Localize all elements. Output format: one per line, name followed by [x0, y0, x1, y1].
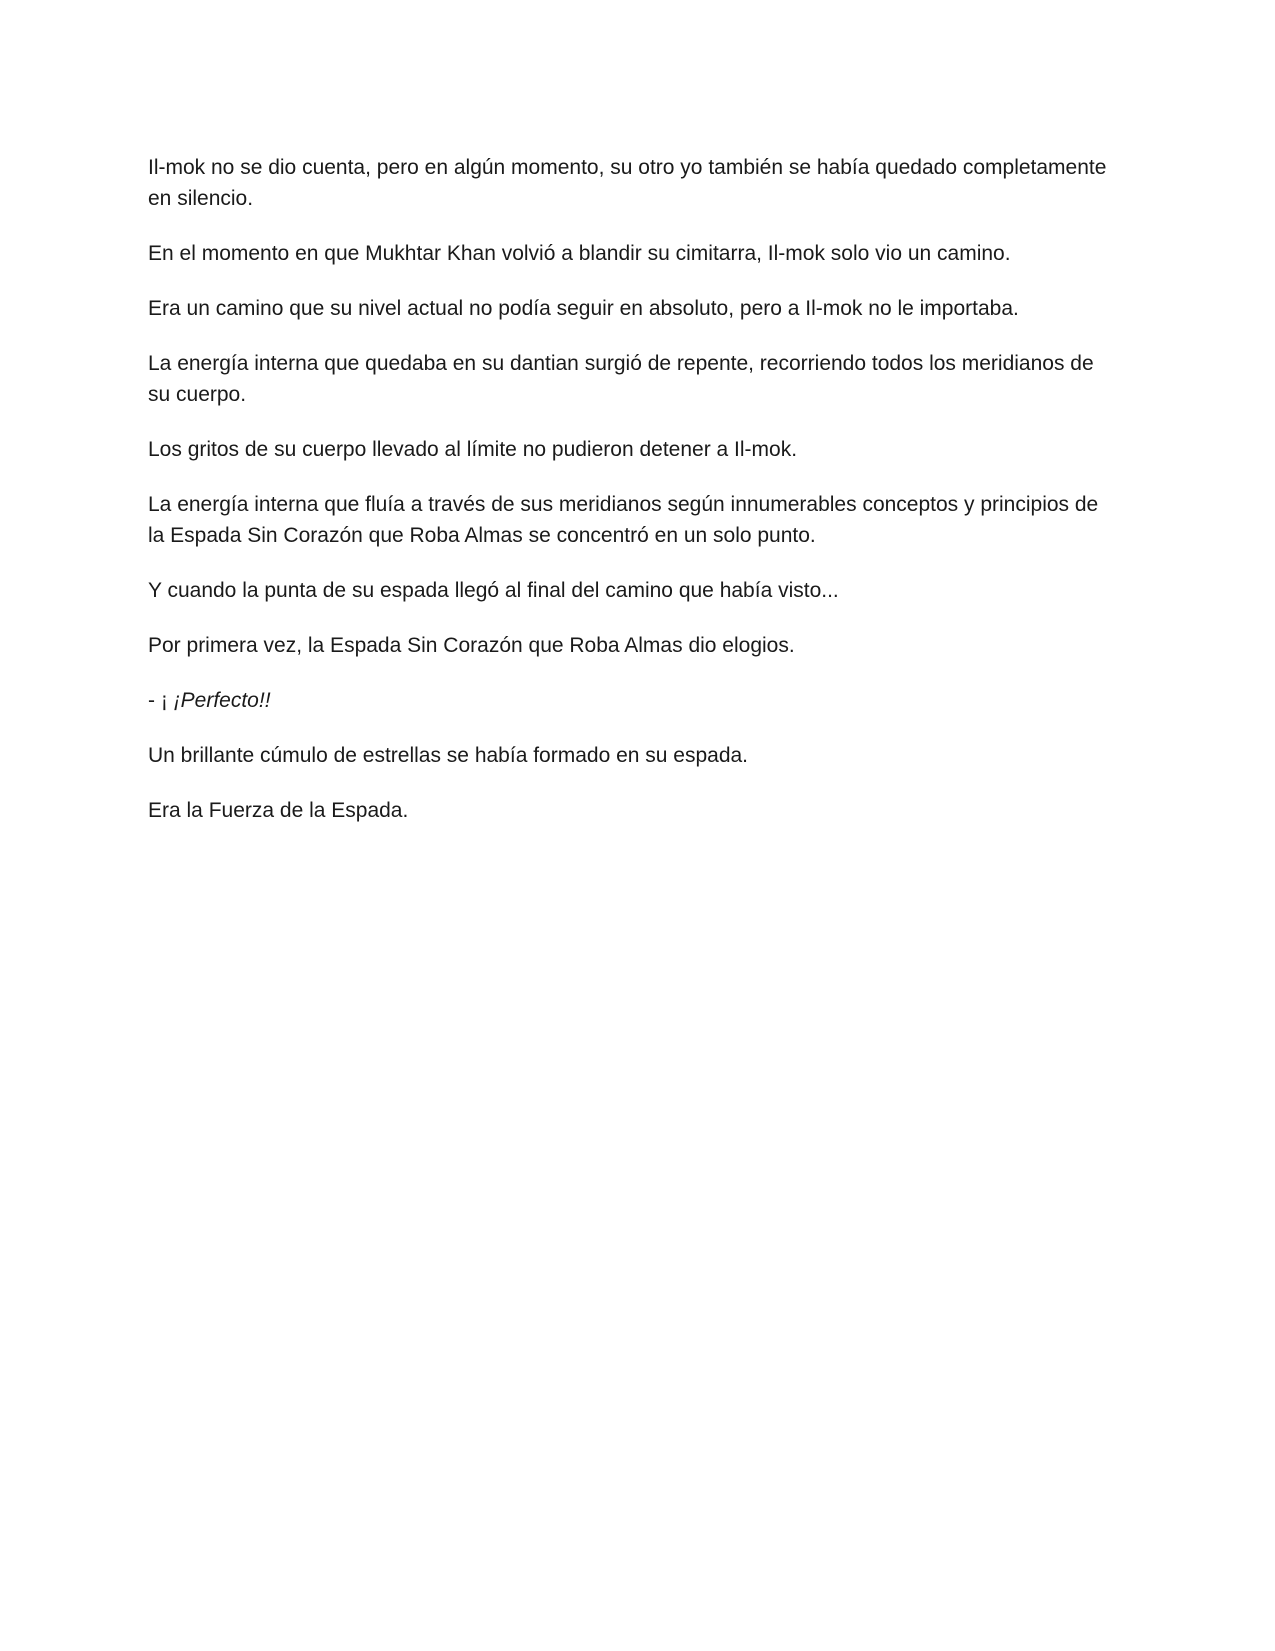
paragraph-8: Por primera vez, la Espada Sin Corazón que Roba Almas dio elogios. [148, 634, 795, 657]
paragraph-10: Un brillante cúmulo de estrellas se había formado en su espada. [148, 744, 749, 767]
paragraph-1: Il-mok no se dio cuenta, pero en algún momento, su otro yo también se había quedado completamente en silencio. [148, 156, 1107, 210]
paragraph-11: Era la Fuerza de la Espada. [148, 799, 409, 822]
exclamation-prefix: - ¡ [148, 689, 174, 712]
paragraph-6: La energía interna que fluía a través de sus meridianos según innumerables conceptos y principios de la Espada Sin Corazón que Roba Almas se concentró en un solo punto. [148, 493, 1099, 547]
paragraph-3: Era un camino que su nivel actual no podía seguir en absoluto, pero a Il-mok no le importaba. [148, 297, 1019, 320]
document-body [148, 152, 1108, 850]
paragraph-4: La energía interna que quedaba en su dantian surgió de repente, recorriendo todos los meridianos de su cuerpo. [148, 352, 1094, 406]
exclamation-line [148, 685, 1108, 716]
exclamation-text: ¡Perfecto!! [173, 689, 271, 712]
paragraph-7: Y cuando la punta de su espada llegó al final del camino que había visto... [148, 579, 839, 602]
paragraph-5: Los gritos de su cuerpo llevado al límite no pudieron detener a Il-mok. [148, 438, 798, 461]
paragraph-2: En el momento en que Mukhtar Khan volvió a blandir su cimitarra, Il-mok solo vio un camino. [148, 242, 1011, 265]
